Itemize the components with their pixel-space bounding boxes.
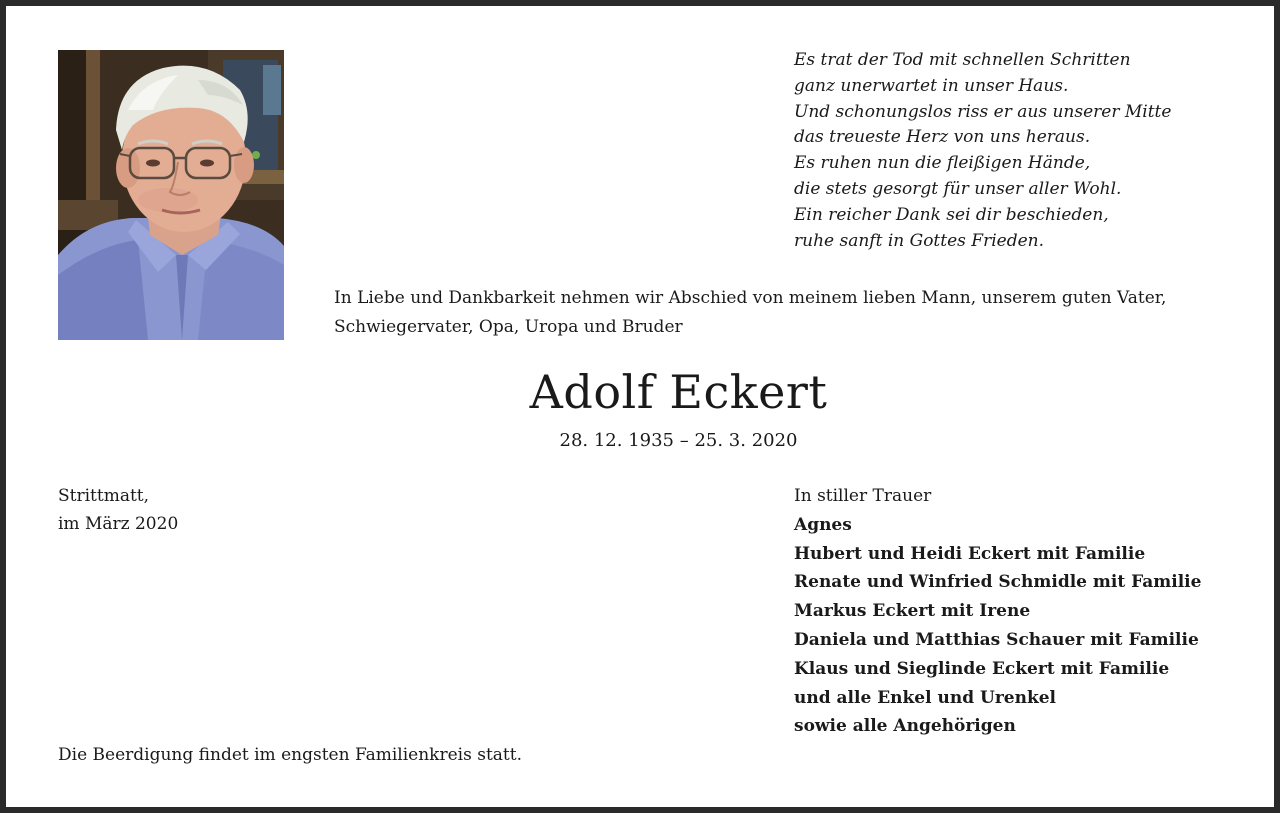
mourner-name: Hubert und Heidi Eckert mit Familie [794, 543, 1146, 564]
intro-line: In Liebe und Dankbarkeit nehmen wir Abschied von meinem lieben Mann, unserem guten Vater, [334, 288, 1167, 308]
mourner-name: Daniela und Matthias Schauer mit Familie [794, 629, 1199, 650]
intro-line: Schwiegervater, Opa, Uropa und Bruder [334, 317, 683, 337]
mourner-name: Agnes [794, 514, 852, 535]
poem-line: Es trat der Tod mit schnellen Schritten [794, 50, 1131, 70]
mourner-name: sowie alle Angehörigen [794, 716, 1016, 737]
mourner-name: Markus Eckert mit Irene [794, 601, 1031, 622]
poem-line: Und schonungslos riss er aus unserer Mitte [794, 101, 1172, 122]
memorial-poem [794, 48, 1171, 254]
mourner-name: und alle Enkel und Urenkel [794, 687, 1057, 708]
poem-line: das treueste Herz von uns heraus. [794, 127, 1091, 148]
portrait-photo [58, 50, 284, 340]
deceased-name: Adolf Eckert [529, 365, 828, 419]
place-and-date [58, 482, 178, 538]
mourners-list [794, 482, 1201, 741]
place-line: Strittmatt, [58, 486, 150, 506]
funeral-note: Die Beerdigung findet im engsten Familienkreis statt. [58, 745, 522, 765]
mourner-name: Klaus und Sieglinde Eckert mit Familie [794, 658, 1170, 679]
mourning-heading: In stiller Trauer [794, 486, 932, 506]
life-dates: 28. 12. 1935 – 25. 3. 2020 [559, 430, 798, 451]
poem-line: ganz unerwartet in unser Haus. [794, 75, 1069, 96]
poem-line: ruhe sanft in Gottes Frieden. [794, 230, 1044, 251]
poem-line: Ein reicher Dank sei dir beschieden, [794, 204, 1109, 225]
poem-line: Es ruhen nun die fleißigen Hände, [794, 153, 1091, 174]
farewell-intro [334, 284, 1166, 342]
poem-line: die stets gesorgt für unser aller Wohl. [794, 178, 1122, 199]
date-line: im März 2020 [58, 514, 179, 534]
mourner-name: Renate und Winfried Schmidle mit Familie [794, 572, 1202, 593]
